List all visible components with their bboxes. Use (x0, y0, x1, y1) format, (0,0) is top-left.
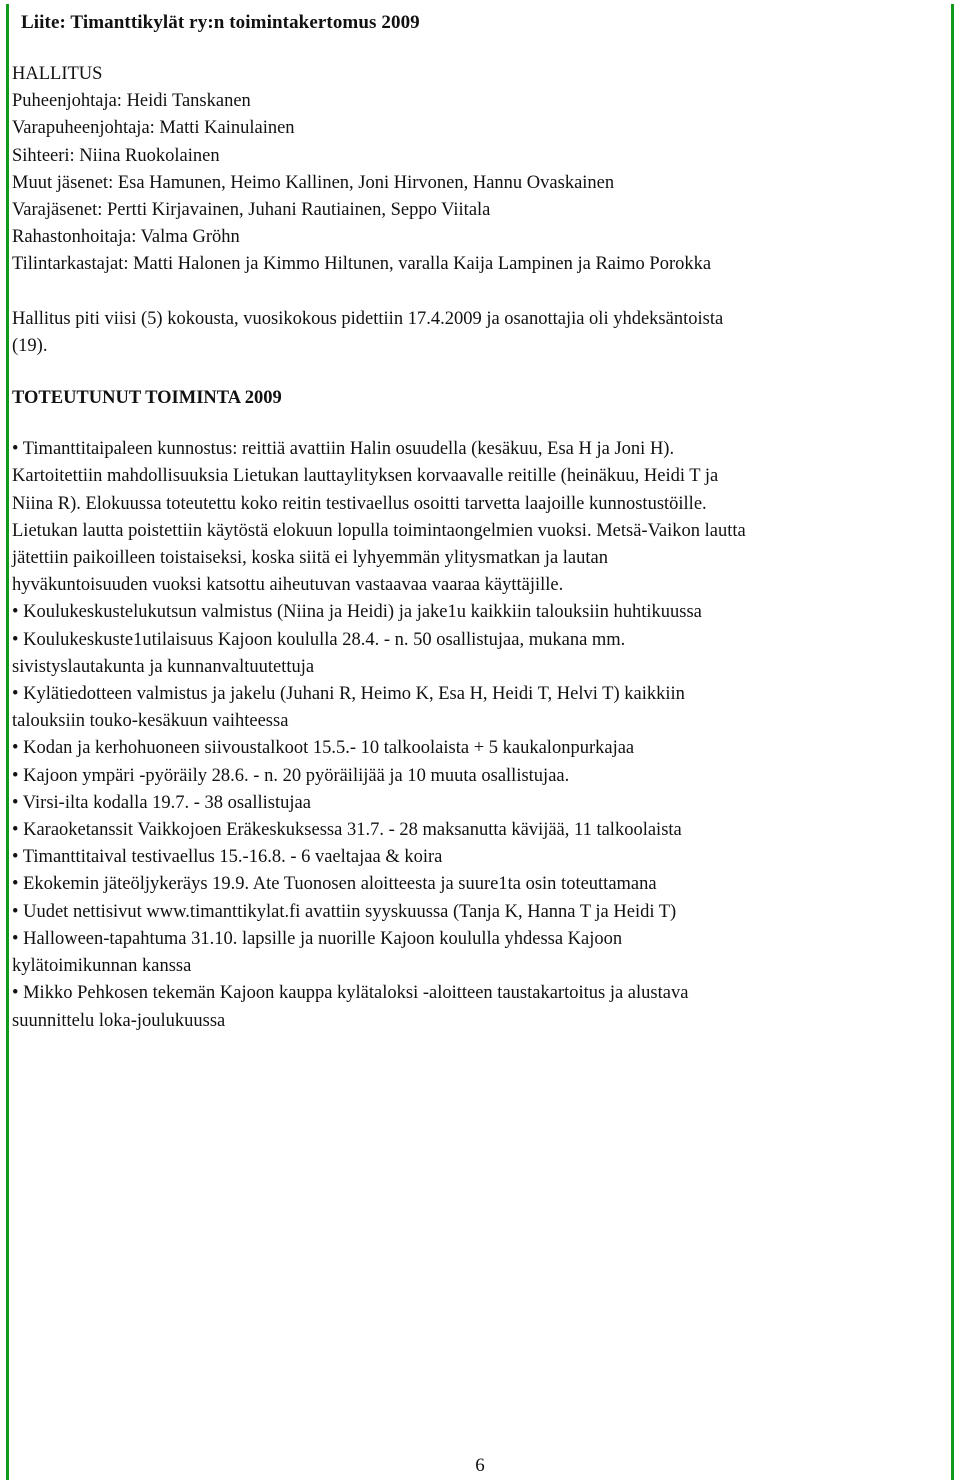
activity-line: • Kodan ja kerhohuoneen siivoustalkoot 15.5.- 10 talkoolaista + 5 kaukalonpurkajaa (12, 738, 635, 759)
board-line-vice-chair: Varapuheenjohtaja: Matti Kainulainen (12, 118, 295, 139)
activity-line: • Halloween-tapahtuma 31.10. lapsille ja nuorille Kajoon koululla yhdessa Kajoon (12, 928, 623, 949)
page-border-left (6, 4, 9, 1480)
activities-heading: TOTEUTUNUT TOIMINTA 2009 (12, 388, 282, 409)
board-line-chair: Puheenjohtaja: Heidi Tanskanen (12, 91, 251, 112)
activity-line: Kartoitettiin mahdollisuuksia Lietukan lauttaylityksen korvaavalle reitille (heinäkuu, Heidi T ja (12, 466, 719, 487)
activities-list (12, 436, 948, 1034)
activity-line: • Virsi-ilta kodalla 19.7. - 38 osallistujaa (12, 792, 311, 813)
activity-line: • Timanttitaival testivaellus 15.-16.8. - 6 vaeltajaa & koira (12, 847, 443, 868)
activity-line: • Timanttitaipaleen kunnostus: reittiä avattiin Halin osuudella (kesäkuu, Esa H ja Joni H). (12, 439, 675, 460)
board-line-members: Muut jäsenet: Esa Hamunen, Heimo Kallinen, Joni Hirvonen, Hannu Ovaskainen (12, 172, 615, 193)
activity-line: • Karaoketanssit Vaikkojoen Eräkeskuksessa 31.7. - 28 maksanutta kävijää, 11 talkoolaista (12, 820, 682, 841)
activity-line: • Kajoon ympäri -pyöräily 28.6. - n. 20 pyöräilijää ja 10 muuta osallistujaa. (12, 765, 570, 786)
activity-line: jätettiin paikoilleen toistaiseksi, koska siitä ei lyhyemmän ylitysmatkan ja lautan (12, 548, 608, 569)
document-title: Liite: Timanttikylät ry:n toimintakertomus 2009 (21, 12, 420, 33)
activity-line: sivistyslautakunta ja kunnanvaltuutettuja (12, 656, 315, 677)
meetings-line: Hallitus piti viisi (5) kokousta, vuosikokous pidettiin 17.4.2009 ja osanottajia oli yhdeksäntoista (12, 308, 724, 329)
activity-line: Lietukan lautta poistettiin käytöstä elokuun lopulla toimintaongelmien vuoksi. Metsä-Vaikon lautta (12, 520, 746, 541)
activity-line: • Kylätiedotteen valmistus ja jakelu (Juhani R, Heimo K, Esa H, Heidi T, Helvi T) kaikkiin (12, 684, 685, 705)
activity-line: Niina R). Elokuussa toteutettu koko reitin testivaellus osoitti tarvetta laajoille kunnostustöille. (12, 493, 707, 514)
spacer (12, 360, 948, 383)
activity-line: • Mikko Pehkosen tekemän Kajoon kauppa kylätaloksi -aloitteen taustakartoitus ja alustava (12, 983, 689, 1004)
activity-line: talouksiin touko-kesäkuun vaihteessa (12, 711, 289, 732)
board-heading: HALLITUS (12, 64, 103, 84)
board-line-secretary: Sihteeri: Niina Ruokolainen (12, 145, 220, 166)
meetings-line-continued: (19). (12, 335, 48, 356)
page-border-right (951, 4, 954, 1480)
activity-line: • Koulukeskustelukutsun valmistus (Niina ja Heidi) ja jake1u kaikkiin talouksiin huhtikuussa (12, 602, 702, 623)
activity-line: • Uudet nettisivut www.timanttikylat.fi avattiin syyskuussa (Tanja K, Hanna T ja Heidi T) (12, 901, 677, 922)
activity-line: • Koulukeskuste1utilaisuus Kajoon koululla 28.4. - n. 50 osallistujaa, mukana mm. (12, 629, 626, 650)
board-line-deputies: Varajäsenet: Pertti Kirjavainen, Juhani Rautiainen, Seppo Viitala (12, 200, 491, 221)
board-line-auditors: Tilintarkastajat: Matti Halonen ja Kimmo Hiltunen, varalla Kaija Lampinen ja Raimo Porokka (12, 254, 712, 275)
document-body (12, 61, 948, 1035)
activity-line: • Ekokemin jäteöljykeräys 19.9. Ate Tuonosen aloitteesta ja suure1ta osin toteuttamana (12, 874, 657, 895)
page-number: 6 (475, 1455, 485, 1476)
spacer (12, 279, 948, 306)
activity-line: hyväkuntoisuuden vuoksi katsottu aiheutuvan vastaavaa vaaraa käyttäjille. (12, 575, 564, 596)
board-line-treasurer: Rahastonhoitaja: Valma Gröhn (12, 227, 240, 248)
title-bar (9, 4, 951, 44)
activity-line: kylätoimikunnan kanssa (12, 956, 192, 977)
activity-line: suunnittelu loka-joulukuussa (12, 1010, 226, 1031)
